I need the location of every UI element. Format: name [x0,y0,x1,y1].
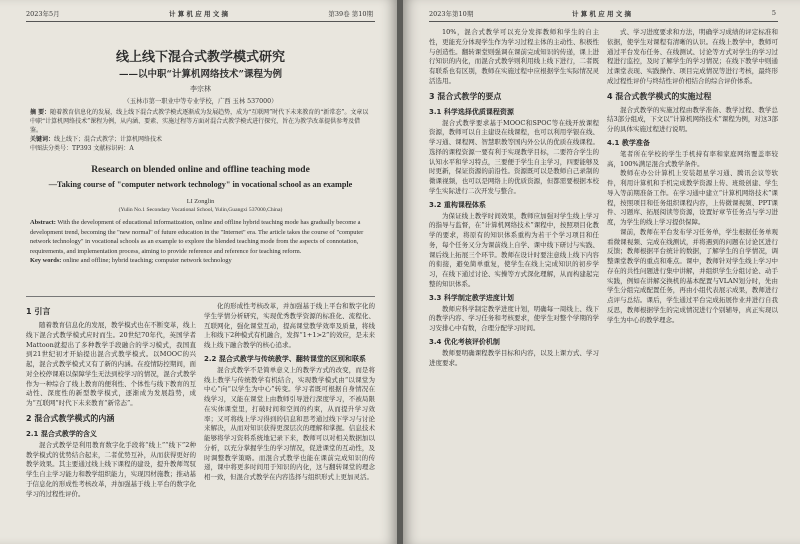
paragraph: 混合式教学不是简单意义上的教学方式的改变，而是将线上教学与传统教学有机结合，实现教学模式由“以课堂为中心”向“以学生为中心”转变。学习者既可根据自身情况在线学习，又能在课堂上由教师引导进行深度学习，不被局限在实体课堂里，打破时间和空间的约束，从而提升学习效率；又可将线上学习得到的信息和思考通过线下学习与讨论来解决，从而对知识获得更深层次的理解和掌握。信息技术能够将学习资料系统地记录下来，教师可以对相关数据加以分析，以充分掌握学生的学习情况，促进课堂的互动性，及时调整教学策略。而混合式教学也能在课前完成知识的传递，课中将更多时间用于知识的内化，这与翻转课堂的理念相一致，但混合式教学在内容选择与组织形式上更加灵活。 [204,365,375,481]
paragraph: 为保证线上教学时间效果，教师应加强对学生线上学习的指导与监督，在“计算机网络技术”课程中，按照项目化教学的要求，将原有的知识体系重构为若干个学习项目和任务，每个任务又分为课前线上自学、课中线下研讨与实践、课后线上拓展三个环节。教师在设计时要注意线上线下内容的衔接，避免简单重复，使学生在线上完成知识的初步学习，在线下通过讨论、实操等方式深化理解，从而构建起完整的知识体系。 [429,211,599,288]
right-page [403,0,800,544]
author-cn: 李宗林 [190,85,211,93]
paragraph: 笔者所在学校的学生手机持有率和家庭网络覆盖率较高，100%满足混合式教学条件。 [607,149,778,168]
header-rule [429,21,778,22]
right-column-2 [607,28,778,540]
running-head-left: 2023年5月 [26,10,60,18]
title-en: Research on blended online and offline teaching mode [91,165,310,175]
author-en: LI Zonglin [186,198,215,205]
abstract-cn [30,108,370,154]
paragraph: 混合式教学是利用教育数字化手段将“线上”“线下”2种教学模式的优势结合起来，二者优势互补，从而获得更好的教学效果。其主要通过线上线下课程的建设，提升教师驾驭学生自主学习能力和教学组织能力，实现因材施教；推动基于信息化的形成性考核改革，并加强基于线上平台的数字化学习的过程性评价。 [26,440,196,498]
issue-info: 第39卷 第10期 [328,10,373,18]
subsection-heading: 3.2 重构课程体系 [429,200,486,209]
keywords-cn-text: 线上线下；混合式教学；计算机网络技术 [54,136,163,143]
section-heading: 1 引言 [26,307,51,316]
left-column-2 [204,302,375,540]
left-column-1 [26,302,196,540]
subtitle-cn: ——以中职“计算机网络技术”课程为例 [119,69,282,80]
abstract-en-text: With the development of educational informatization, online and offline hybrid teaching mode has gradually become a development trend, becoming the "new normal" of future education in the "Internet" era. The article takes the course of "computer network technology" in vocational schools as an example to explore the blended teaching mode from the aspects of connotation, requirements, and implementation process, aiming to provide reference and reference for teaching reform. [30,219,364,255]
subsection-heading: 3.1 科学选择优质课程资源 [429,107,514,116]
paragraph: 化的形成性考核改革，并加强基于线上平台和数字化的学生学情分析研究，实现优秀教学资源的标准化、流程化、互联网化，强化课堂互动，提高课堂教学效率及质量，将线上和线下2种模式有机融合，发挥“1+1>2”的效应，是未来线上线下融合教学的核心追求。 [204,302,375,349]
subsection-heading: 2.1 混合式教学的含义 [26,429,97,438]
journal-name: 计 算 机 应 用 文 摘 [168,10,229,18]
journal-name: 计 算 机 应 用 文 摘 [571,10,632,18]
subsection-heading: 3.4 优化考核评价机制 [429,337,500,346]
left-page [0,0,397,544]
section-heading: 4 混合式教学模式的实施过程 [607,91,712,101]
paragraph: 混合式教学要求基于MOOC和SPOC等在线开放课程资源，教师可以自主建设在线课程，也可以利用学银在线、学习通、课程网、智慧职教等国内外公认的优质在线课程。选择的课程资源一要有利于实现教学目标，二要符合学生的认知水平和学习特点，三要便于学生自主学习，四要能够及时更新，保证资源的前沿性。资源既可以是教师自己录制的微课视频，也可以是网络上的优质资源，但都需要根据本校学生实际进行二次开发与整合。 [429,118,599,195]
subsection-heading: 2.2 混合式教学与传统教学、翻转课堂的区别和联系 [204,354,366,363]
keywords-en-label: Key words: [30,257,62,264]
abstract-cn-text: 随着教育信息化的发展，线上线下混合式教学模式逐渐成为发展趋势，成为“互联网”时代下未来教育的“新常态”。文章以中职“计算机网络技术”课程为例，从内涵、要素、实施过程等方面对混合式教学模式进行探究，旨在为教学改革提供参考及借鉴。 [30,109,369,134]
classification: 中图法分类号：TP393 文献标识码：A [30,145,134,152]
affiliation-en: (Yulin No.1 Secondary Vocational School, Yulin,Guangxi 537000,China) [118,207,283,213]
subsection-heading: 3.3 科学制定教学进度计划 [429,293,514,302]
paragraph: 教师要明确课程教学目标和内容，以及上课方式、学习进度要求。 [429,348,599,367]
paragraph: 随着教育信息化的发展，教学模式也在不断变革，线上线下混合式教学模式应时而生。20世纪70年代，英国学者Mattoon就提出了多种教学手段融合的学习模式，我国直到21世纪初才开始提出混合式教学模式。以MOOC的兴起，混合式教学模式又有了新的内涵。在疫情防控期间，面对全校停课难以保障学生无法到校学习的情况，混合式教学作为一种综合了线上教育的便利性、个体性与线下教育的互动性、深度性的新型教学模式，逐渐成为发展趋势，成为“互联网”时代下未来教育“新常态”。 [26,321,196,407]
affiliation-cn: （玉林市第一职业中等专业学校，广西 玉林 537000） [123,98,278,105]
abstract-en [30,218,370,290]
keywords-cn-label: 关键词： [30,136,55,143]
paragraph: 混合式教学的实施过程由教学准备、教学过程、教学总结3部分组成，下文以“计算机网络技术”课程为例，对这3部分的具体实施过程进行说明。 [607,105,778,133]
section-heading: 2 混合式教学模式的内涵 [26,413,115,423]
header-rule [26,21,375,22]
paragraph: 式、学习进度要求和方法，明确学习成绩的评定标准和依据，使学生对课程有清晰的认识。在线上教学中，教师可通过平台发布任务、在线测试、讨论等方式对学生的学习过程进行监控，及时了解学生的学习情况；在线下教学中则通过课堂表现、实践操作、项目完成情况等进行考核，最终形成过程性评价与终结性评价相结合的综合评价体系。 [607,28,778,85]
keywords-en-text: online and offline; hybrid teaching; computer network technology [63,257,232,264]
paragraph: 课前，教师在平台发布学习任务单，学生根据任务单观看微课视频、完成在线测试，并将遇到的问题在讨论区进行反馈；教师根据平台统计的数据，了解学生的自学情况，调整课堂教学的重点和难点。课中，教师针对学生线上学习中存在的共性问题进行集中讲解，并组织学生分组讨论、动手实践，例如在讲解交换机的基本配置与VLAN划分时，先由学生分组完成配置任务，再由小组代表展示成果，教师进行点评与总结。课后，学生通过平台完成拓展作业并进行自我反思，教师根据学生的完成情况进行个别辅导，真正实现以学生为中心的教学理念。 [607,227,778,324]
right-column-1 [429,28,599,540]
abstract-separator [26,296,375,297]
page-number: 5 [771,9,776,17]
subsection-heading: 4.1 教学准备 [607,138,650,147]
abstract-cn-label: 摘 要： [30,109,51,116]
running-head-left: 2023年第10期 [429,10,474,18]
abstract-en-label: Abstract: [30,219,56,226]
paragraph: 教师应科学制定教学进度计划，明确每一周线上、线下的教学内容、学习任务和考核要求，使学生对整个学期的学习安排心中有数，合理分配学习时间。 [429,304,599,332]
paragraph: 10%，混合式教学可以充分发挥教师和学生的自主性，更能充分体现学生作为学习过程主体的主动性、积极性与创造性。翻转课堂则强调在课前完成知识的传递，课上进行知识的内化，而混合式教学则利用线上线下进行，二者既有联系也有区别，教师在实施过程中应根据学生实际情况灵活选用。 [429,28,599,85]
title-cn: 线上线下混合式教学模式研究 [115,50,285,65]
subtitle-en: —Taking course of "computer network technology" in vocational school as an example [48,180,353,189]
section-heading: 3 混合式教学的要点 [429,91,502,101]
paragraph: 教师在办公计算机上安装超星学习通、腾讯会议等软件，利用计算机和手机完成教学资源上传、班级创建、学生导入等前期准备工作。在学习通中建立“计算机网络技术”课程，按照项目和任务组织课程内容，上传微课视频、PPT课件、习题库、拓展阅读等资源，设置好章节任务点与学习进度，为学生的线上学习提供保障。 [607,169,778,226]
